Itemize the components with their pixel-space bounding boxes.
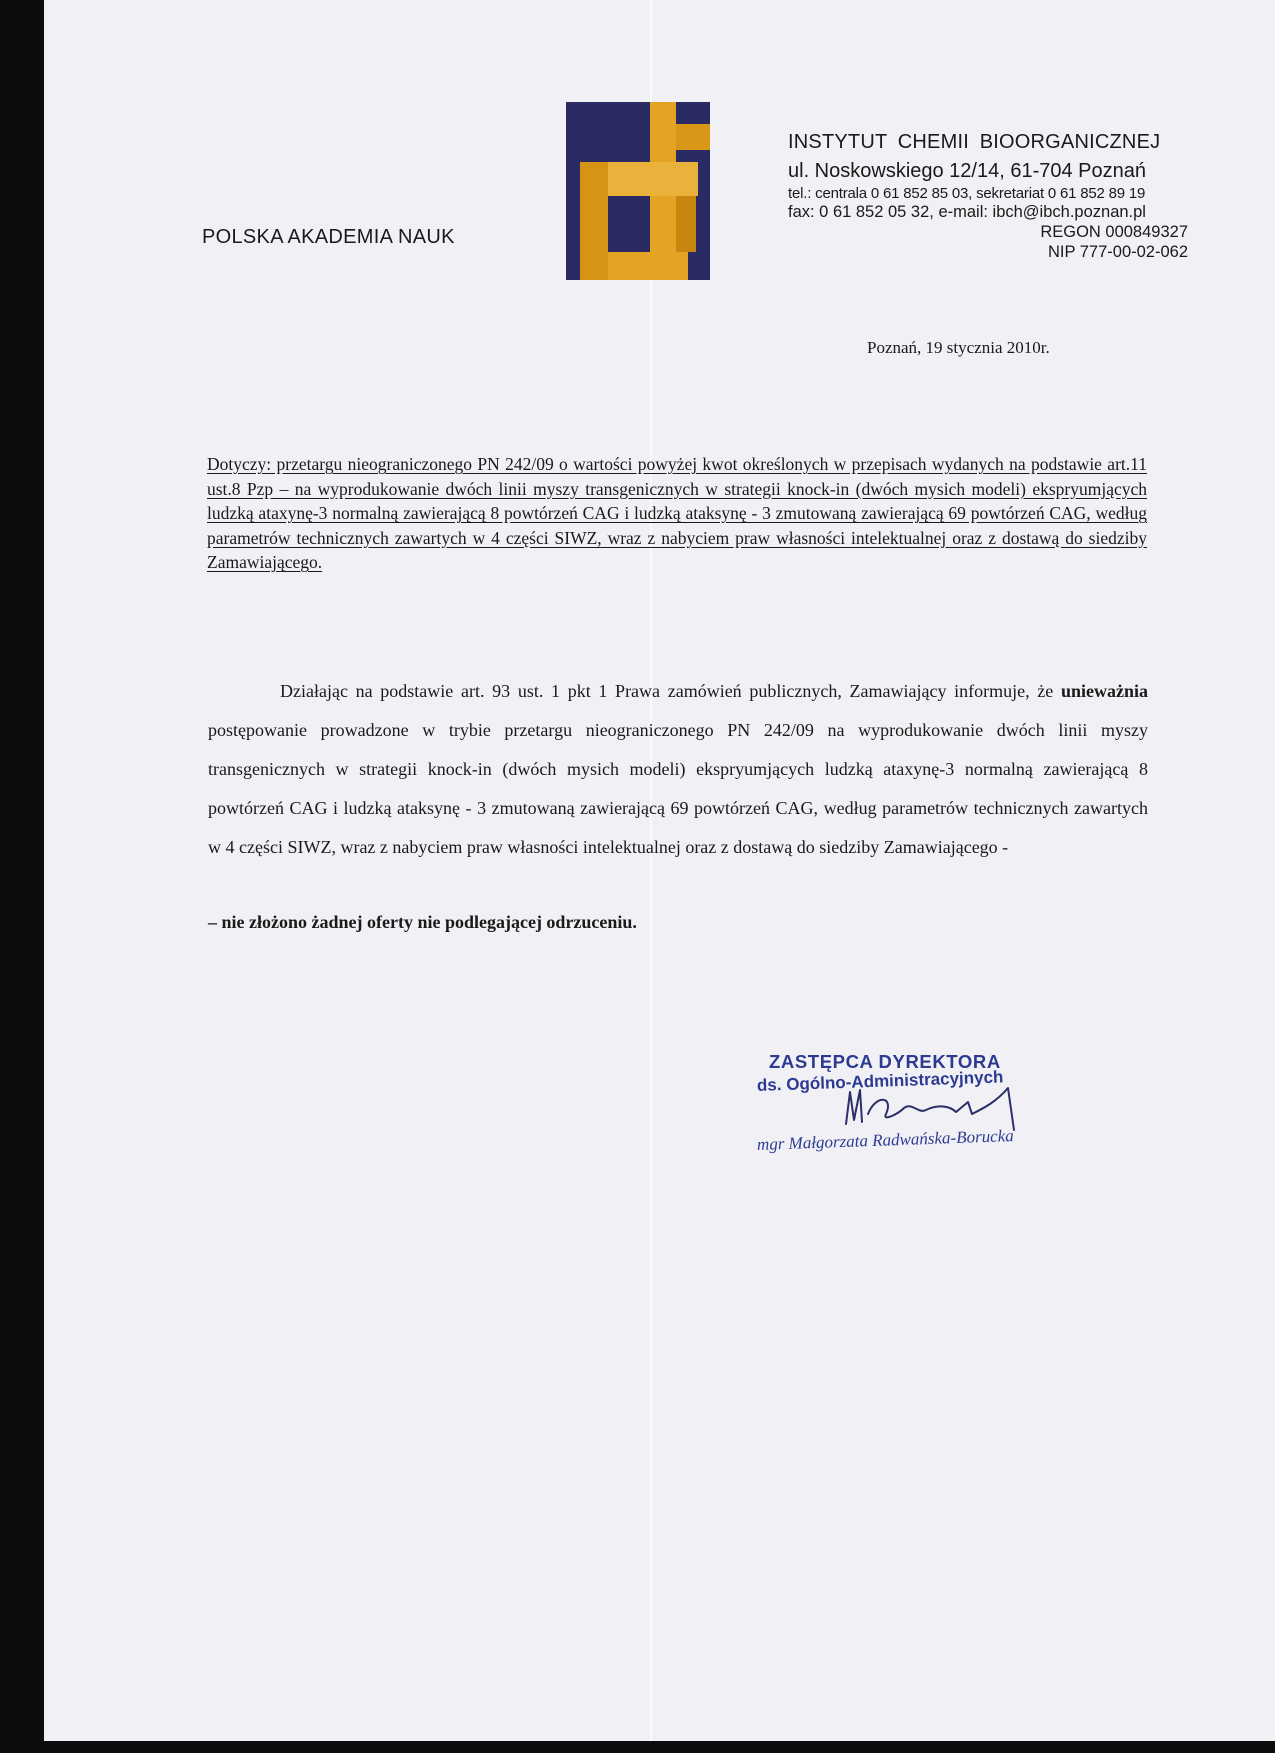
letter-body — [208, 672, 1148, 867]
institute-phone: tel.: centrala 0 61 852 85 03, sekretariat 0 61 852 89 19 — [788, 185, 1146, 202]
scan-edge-left — [0, 0, 44, 1753]
institute-regon: REGON 000849327 — [1040, 223, 1188, 241]
letter-conclusion: – nie złożono żadnej oferty nie podlegającej odrzuceniu. — [208, 912, 637, 932]
institute-fax-email: fax: 0 61 852 05 32, e-mail: ibch@ibch.poznan.pl — [788, 203, 1146, 221]
body-emphasis: unieważnia — [1060, 681, 1148, 701]
body-part-2: postępowanie prowadzone w trybie przetargu nieograniczonego PN 242/09 na wyprodukowanie dwóch linii myszy transgenicznych w strategii knock-in (dwóch mysich modeli) ekspryumjących ludzką ataxynę-3 normalną zawierającą 8 powtórzeń CAG i ludzką ataksynę - 3 zmutowaną zawierającą 69 powtórzeń CAG, według parametrów technicznych zawartych w 4 części SIWZ, wraz z nabyciem praw własności intelektualnej oraz z dostawą do siedziby Zamawiającego - — [208, 720, 1148, 857]
letter-date: Poznań, 19 stycznia 2010r. — [867, 338, 1050, 357]
letter-subject: Dotyczy: przetargu nieograniczonego PN 242/09 o wartości powyżej kwot określonych w przepisach wydanych na podstawie art.11 ust.8 Pzp – na wyprodukowanie dwóch linii myszy transgenicznych w strategii knock-in (dwóch mysich modeli) ekspryumjących ludzką ataxynę-3 normalną zawierającą 8 powtórzeń CAG i ludzką ataksynę - 3 zmutowaną zawierającą 69 powtórzeń CAG, według parametrów technicznych zawartych w 4 części SIWZ, wraz z nabyciem praw własności intelektualnej oraz z dostawą do siedziby Zamawiającego. — [207, 454, 1147, 572]
institute-name: INSTYTUT CHEMII BIOORGANICZNEJ — [788, 131, 1161, 153]
academy-name: POLSKA AKADEMIA NAUK — [202, 226, 455, 248]
signatory-name: mgr Małgorzata Radwańska-Borucka — [756, 1126, 1015, 1154]
signature-title: ZASTĘPCA DYREKTORA — [769, 1051, 1001, 1072]
institute-nip: NIP 777-00-02-062 — [1047, 243, 1188, 261]
signature-department: ds. Ogólno-Administracyjnych — [756, 1067, 1004, 1095]
institute-address: ul. Noskowskiego 12/14, 61-704 Poznań — [788, 160, 1147, 182]
scan-edge-bottom — [0, 1741, 1275, 1753]
ibch-logo-icon — [566, 102, 710, 280]
body-part-1: Działając na podstawie art. 93 ust. 1 pkt 1 Prawa zamówień publicznych, Zamawiający informuje, że — [280, 681, 1061, 701]
institute-block — [788, 131, 1188, 262]
